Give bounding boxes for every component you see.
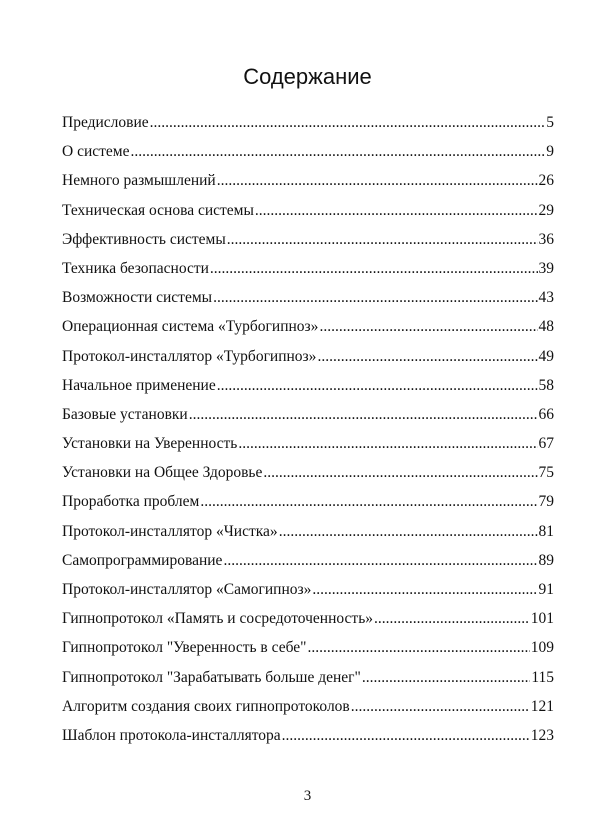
toc-dot-leader bbox=[312, 580, 537, 600]
toc-entry-page: 5 bbox=[546, 114, 554, 131]
toc-entry-title: Шаблон протокола-инсталлятора bbox=[62, 726, 281, 744]
toc-entry[interactable] bbox=[62, 434, 554, 463]
page-title: Содержание bbox=[243, 64, 372, 89]
toc-entry-title: Алгоритм создания своих гипнопротоколов bbox=[62, 697, 350, 715]
toc-entry-page: 81 bbox=[538, 522, 554, 540]
toc-entry-page: 121 bbox=[530, 697, 554, 715]
toc-entry-title: Протокол-инсталлятор «Чистка» bbox=[62, 522, 278, 540]
toc-entry-title: Установки на Уверенность bbox=[62, 435, 238, 453]
toc-entry[interactable] bbox=[62, 697, 554, 726]
toc-entry-title: Протокол-инсталлятор «Самогипноз» bbox=[62, 581, 312, 598]
toc-entry-title: Гипнопротокол «Память и сосредоточенность» bbox=[62, 610, 374, 628]
toc-entry[interactable] bbox=[62, 347, 554, 376]
toc-dot-leader bbox=[238, 434, 537, 454]
toc-entry-page: 43 bbox=[538, 289, 554, 307]
toc-entry-title: Базовые установки bbox=[62, 405, 188, 423]
toc-entry-page: 39 bbox=[538, 259, 554, 277]
toc-dot-leader bbox=[150, 113, 546, 133]
toc-entry-title: Возможности системы bbox=[62, 289, 213, 307]
toc-entry[interactable] bbox=[62, 288, 554, 317]
toc-entry-page: 75 bbox=[538, 464, 554, 482]
toc-entry-title: Гипнопротокол "Уверенность в себе" bbox=[62, 639, 307, 657]
toc-entry[interactable] bbox=[62, 726, 554, 755]
toc-entry-page: 109 bbox=[530, 639, 554, 657]
toc-entry-page: 29 bbox=[538, 201, 554, 219]
toc-entry[interactable] bbox=[62, 638, 554, 667]
toc-entry-page: 123 bbox=[530, 726, 554, 744]
toc-entry[interactable] bbox=[62, 463, 554, 492]
toc-entry-title: Предисловие bbox=[62, 114, 149, 131]
toc-entry[interactable] bbox=[62, 142, 554, 171]
toc-dot-leader bbox=[210, 259, 538, 279]
toc-entry[interactable] bbox=[62, 113, 554, 142]
table-of-contents bbox=[62, 113, 554, 755]
toc-dot-leader bbox=[255, 201, 538, 221]
toc-dot-leader bbox=[263, 463, 537, 483]
toc-entry-title: Проработка проблем bbox=[62, 493, 200, 511]
toc-entry-title: Протокол-инсталлятор «Турбогипноз» bbox=[62, 347, 317, 365]
toc-dot-leader bbox=[227, 230, 538, 250]
toc-entry-title: Гипнопротокол "Зарабатывать больше денег" bbox=[62, 668, 361, 686]
toc-entry-page: 36 bbox=[538, 230, 554, 248]
toc-entry-page: 26 bbox=[538, 172, 554, 190]
toc-entry-title: Немного размышлений bbox=[62, 172, 216, 190]
toc-entry[interactable] bbox=[62, 405, 554, 434]
toc-entry-page: 48 bbox=[538, 318, 554, 336]
toc-entry-page: 91 bbox=[538, 581, 554, 598]
toc-entry[interactable] bbox=[62, 609, 554, 638]
toc-dot-leader bbox=[319, 317, 537, 337]
toc-entry[interactable] bbox=[62, 522, 554, 551]
toc-dot-leader bbox=[279, 522, 538, 542]
toc-dot-leader bbox=[213, 288, 537, 308]
toc-dot-leader bbox=[130, 142, 545, 162]
toc-entry[interactable] bbox=[62, 551, 554, 580]
toc-dot-leader bbox=[351, 697, 530, 717]
toc-dot-leader bbox=[374, 609, 530, 629]
toc-entry-page: 101 bbox=[530, 610, 554, 628]
toc-entry-page: 58 bbox=[538, 376, 554, 394]
toc-dot-leader bbox=[189, 405, 538, 425]
toc-entry[interactable] bbox=[62, 317, 554, 346]
toc-entry-title: О системе bbox=[62, 143, 130, 161]
toc-dot-leader bbox=[217, 376, 538, 396]
toc-dot-leader bbox=[223, 551, 537, 571]
toc-dot-leader bbox=[217, 171, 538, 191]
toc-entry[interactable] bbox=[62, 668, 554, 697]
toc-entry[interactable] bbox=[62, 171, 554, 200]
toc-entry[interactable] bbox=[62, 580, 554, 609]
toc-dot-leader bbox=[282, 726, 530, 746]
toc-entry-page: 115 bbox=[531, 668, 554, 686]
toc-entry-page: 66 bbox=[538, 405, 554, 423]
toc-entry[interactable] bbox=[62, 259, 554, 288]
toc-dot-leader bbox=[317, 347, 537, 367]
toc-entry[interactable] bbox=[62, 201, 554, 230]
toc-entry-page: 9 bbox=[546, 143, 554, 161]
toc-entry-title: Техника безопасности bbox=[62, 259, 209, 277]
toc-entry-title: Техническая основа системы bbox=[62, 201, 254, 219]
toc-entry-page: 79 bbox=[538, 493, 554, 511]
toc-entry-page: 49 bbox=[538, 347, 554, 365]
toc-dot-leader bbox=[362, 668, 530, 688]
toc-entry-title: Операционная система «Турбогипноз» bbox=[62, 318, 319, 336]
toc-entry[interactable] bbox=[62, 230, 554, 259]
page-number: 3 bbox=[303, 788, 312, 804]
toc-entry-title: Эффективность системы bbox=[62, 230, 226, 248]
toc-dot-leader bbox=[200, 492, 537, 512]
toc-entry-title: Установки на Общее Здоровье bbox=[62, 464, 263, 482]
toc-entry-page: 89 bbox=[538, 551, 554, 569]
toc-entry[interactable] bbox=[62, 492, 554, 521]
toc-entry[interactable] bbox=[62, 376, 554, 405]
toc-dot-leader bbox=[307, 638, 529, 658]
toc-entry-page: 67 bbox=[538, 435, 554, 453]
toc-entry-title: Начальное применение bbox=[62, 376, 216, 394]
toc-entry-title: Самопрограммирование bbox=[62, 551, 223, 569]
